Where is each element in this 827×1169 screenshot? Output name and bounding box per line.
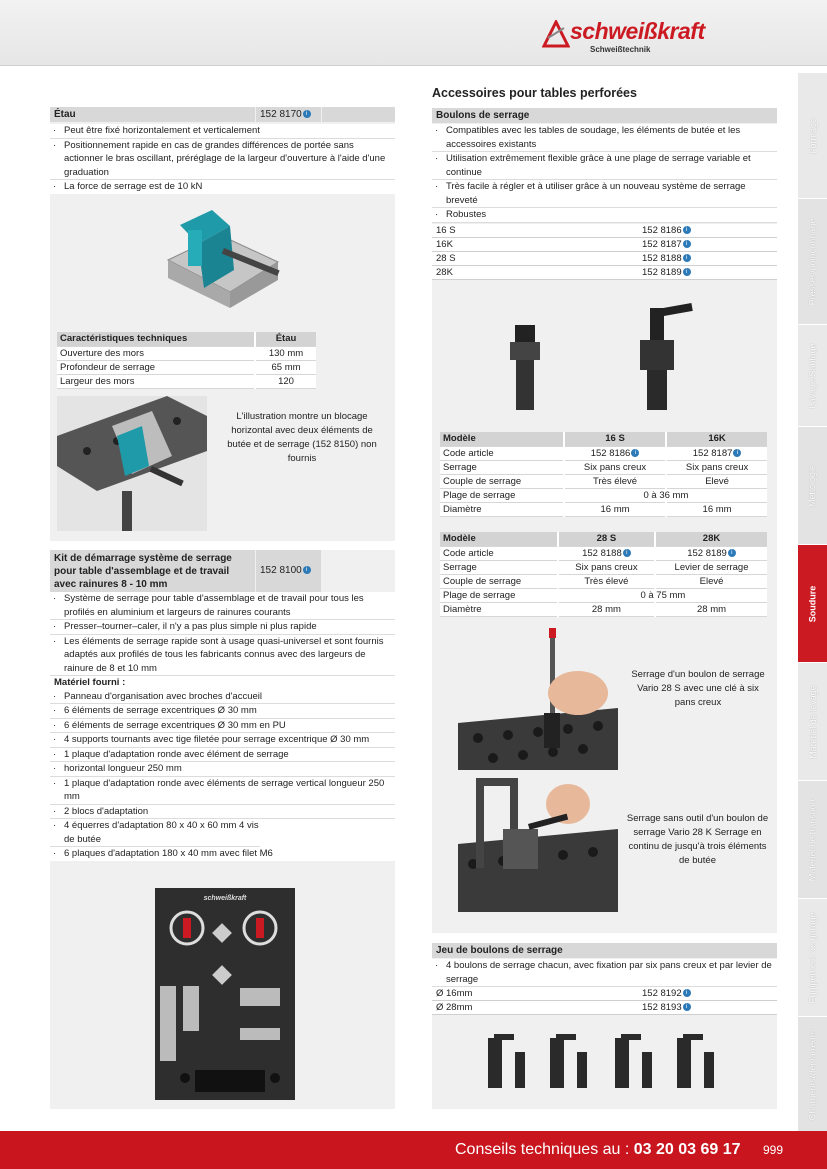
info-icon[interactable]: i (683, 989, 691, 997)
table-row: Plage de serrage 0 à 36 mm (440, 488, 767, 502)
list-item: · La force de serrage est de 10 kN (50, 180, 395, 194)
table-row: Plage de serrage 0 à 75 mm (440, 588, 767, 602)
list-item: · Positionnement rapide en cas de grandes différences de portée sans actionner le bras oscillant, préréglage de la largeur d'ouverture à l'aide d'une graduation (50, 139, 395, 181)
list-item: · Système de serrage pour table d'assemblage et de travail pour tous les profilés en aluminium et largeurs de rainures courants (50, 592, 395, 620)
tab-formage[interactable]: Formage (798, 72, 827, 198)
table-row: Largeur des mors 120 (57, 374, 316, 388)
svg-text:schweißkraft: schweißkraft (203, 895, 247, 902)
list-item: · 6 plaques d'adaptation 180 x 40 mm avec filet M6 (50, 847, 395, 861)
vise-photo (150, 200, 300, 312)
vise-mounted-illustration (57, 396, 207, 531)
tab-equipement-garage[interactable]: Équipement de garage (798, 898, 827, 1016)
variant-rows (432, 224, 777, 280)
list-item: · 4 supports tournants avec tige filetée pour serrage excentrique Ø 30 mm (50, 733, 395, 748)
list-item: · 4 équerres d'adaptation 80 x 40 x 60 mm 4 vis de butée (50, 819, 260, 847)
lever-caption: Serrage sans outil d'un boulon de serrage Vario 28 K Serrage en continu de jusqu'à trois éléments de butée (626, 813, 769, 866)
etau-caption: L'illustration montre un blocage horizontal avec deux éléments de butée et de serrage (152 8150) non fournis (227, 411, 377, 464)
list-item: · 1 plaque d'adaptation ronde avec éléments de serrage vertical longueur 250 mm (50, 777, 395, 805)
table-row: Diamètre 16 mm 16 mm (440, 502, 767, 516)
list-item: · Peut être fixé horizontalement et verticalement (50, 124, 395, 139)
list-item: · 6 éléments de serrage excentriques Ø 30 mm en PU (50, 719, 395, 734)
vise-mounted-photo (57, 396, 207, 531)
table-row: 16 S 152 8186 i (432, 224, 777, 238)
etau-bullets (50, 124, 395, 194)
vise-illustration (150, 200, 300, 312)
jeu-photo (480, 1028, 730, 1096)
table-row: 28 S 152 8188 i (432, 252, 777, 266)
table-row: Ø 16mm 152 8192 i (432, 987, 777, 1001)
info-icon[interactable]: i (733, 449, 741, 457)
tab-lavage[interactable]: Lavage/Sablage (798, 324, 827, 426)
kit-board-illustration (155, 888, 295, 1100)
etau-code[interactable]: 152 8170 i (256, 107, 321, 122)
header-band (0, 0, 827, 66)
list-item: · 1 plaque d'adaptation ronde avec élément de serrage (50, 748, 395, 763)
table-row: Ouverture des mors 130 mm (57, 346, 316, 360)
kit-board-photo (155, 888, 295, 1100)
info-icon[interactable]: i (303, 566, 311, 574)
kit-code[interactable]: 152 8100 i (256, 550, 321, 592)
jeu-bullets (432, 959, 777, 987)
table-row: Ø 28mm 152 8193 i (432, 1001, 777, 1015)
table-row: Profondeur de serrage 65 mm (57, 360, 316, 374)
wrench-caption: Serrage d'un boulon de serrage Vario 28 S avec une clé à six pans creux (631, 669, 765, 708)
footer-phone-text[interactable]: Conseils techniques au : 03 20 03 69 17 (455, 1141, 741, 1158)
list-item: · Très facile à régler et à utiliser grâce à un nouveau système de serrage breveté (432, 180, 777, 208)
bolts-illustration (500, 300, 700, 420)
boulons-title: Boulons de serrage (432, 108, 777, 123)
list-item: · Robustes (432, 208, 777, 223)
page-number: 999 (763, 1143, 784, 1157)
table-row: 28K 152 8189 i (432, 266, 777, 280)
info-icon[interactable]: i (683, 254, 691, 262)
info-icon[interactable]: i (623, 549, 631, 557)
materiel-title: Matériel fourni : (54, 677, 126, 688)
table-row: Couple de serrage Très élevé Elevé (440, 474, 767, 488)
table-row: Serrage Six pans creux Levier de serrage (440, 560, 767, 574)
info-icon[interactable]: i (683, 268, 691, 276)
lever-illustration (458, 774, 618, 912)
wrench-illustration (458, 628, 618, 770)
table-row: Code article 152 8186 i 152 8187 i (440, 446, 767, 460)
specs-header-label: Caractéristiques techniques (57, 332, 255, 346)
table-row: Serrage Six pans creux Six pans creux (440, 460, 767, 474)
category-tabs (798, 72, 827, 1132)
info-icon[interactable]: i (728, 549, 736, 557)
table-row: Couple de serrage Très élevé Elevé (440, 574, 767, 588)
boulons-bullets (432, 124, 777, 223)
jeu-title: Jeu de boulons de serrage (432, 943, 777, 958)
list-item: · horizontal longueur 250 mm (50, 762, 395, 777)
bolt-table-2: Modèle 28 S 28K Code article 152 8188 i 152 8189 i Serrage Six pans creux Levier de serrage Couple de serrage Très élevé Elevé Plage de serrage 0 à 75 mm Diamètre 28 mm 28 mm (440, 532, 767, 617)
info-icon[interactable]: i (683, 1003, 691, 1011)
list-item: · 6 éléments de serrage excentriques Ø 30 mm (50, 704, 395, 719)
list-item: · 4 boulons de serrage chacun, avec fixation par six pans creux et par levier de serrage (432, 959, 777, 987)
lever-photo (458, 774, 618, 912)
tab-presses[interactable]: Presses/poinçonnage (798, 198, 827, 324)
jeu-rows (432, 987, 777, 1015)
brand-logo[interactable] (540, 18, 790, 58)
list-item: · Presser–tourner–caler, il n'y a pas plus simple ni plus rapide (50, 620, 395, 635)
jeu-illustration (480, 1028, 730, 1096)
table-row: 16K 152 8187 i (432, 238, 777, 252)
info-icon[interactable]: i (683, 240, 691, 248)
logo-mark-icon (542, 20, 570, 48)
section-title: Accessoires pour tables perforées (432, 86, 637, 100)
info-icon[interactable]: i (303, 110, 311, 118)
info-icon[interactable]: i (683, 226, 691, 234)
bolt-table-1: Modèle 16 S 16K Code article 152 8186 i 152 8187 i Serrage Six pans creux Six pans creux Couple de serrage Très élevé Elevé Plage de serrage 0 à 36 mm Diamètre 16 mm 16 mm (440, 432, 767, 517)
kit-bullets (50, 592, 395, 861)
list-item: · Utilisation extrêmement flexible grâce à une plage de serrage variable et continue (432, 152, 777, 180)
bolts-photo (500, 300, 700, 420)
tab-metrologie[interactable]: Métrologie (798, 426, 827, 544)
tab-chargeurs[interactable]: Chargeurs/démarreurs (798, 1016, 827, 1132)
etau-specs-table (57, 332, 316, 389)
table-row: Diamètre 28 mm 28 mm (440, 602, 767, 616)
specs-header-value: Étau (255, 332, 316, 346)
list-item: · Compatibles avec les tables de soudage, les éléments de butée et les accessoires existants (432, 124, 777, 152)
wrench-photo (458, 628, 618, 770)
etau-header-fill (322, 107, 395, 122)
footer-bar (0, 1131, 827, 1169)
info-icon[interactable]: i (631, 449, 639, 457)
list-item: · 2 blocs d'adaptation (50, 805, 395, 820)
kit-title: Kit de démarrage système de serrage pour table d'assemblage et de travail avec rainures 8 - 10 mm (50, 550, 255, 592)
list-item: · Les éléments de serrage rapide sont à usage quasi-universel et sont fournis adaptés aux profilés de tous les fabricants connus avec des largeurs de rainure de 8 et 10 mm (50, 635, 395, 677)
list-item: · Panneau d'organisation avec broches d'accueil (50, 690, 395, 705)
etau-title: Étau (50, 107, 255, 122)
tab-materiel-levage[interactable]: Matériel de levage (798, 662, 827, 780)
logo-wordmark: schweißkraft (570, 18, 705, 44)
logo-subtitle: Schweißtechnik (590, 45, 651, 54)
tab-soudure[interactable]: Soudure (798, 544, 827, 662)
tab-materiel-transport[interactable]: Matériel de transport (798, 780, 827, 898)
table-row: Code article 152 8188 i 152 8189 i (440, 546, 767, 560)
